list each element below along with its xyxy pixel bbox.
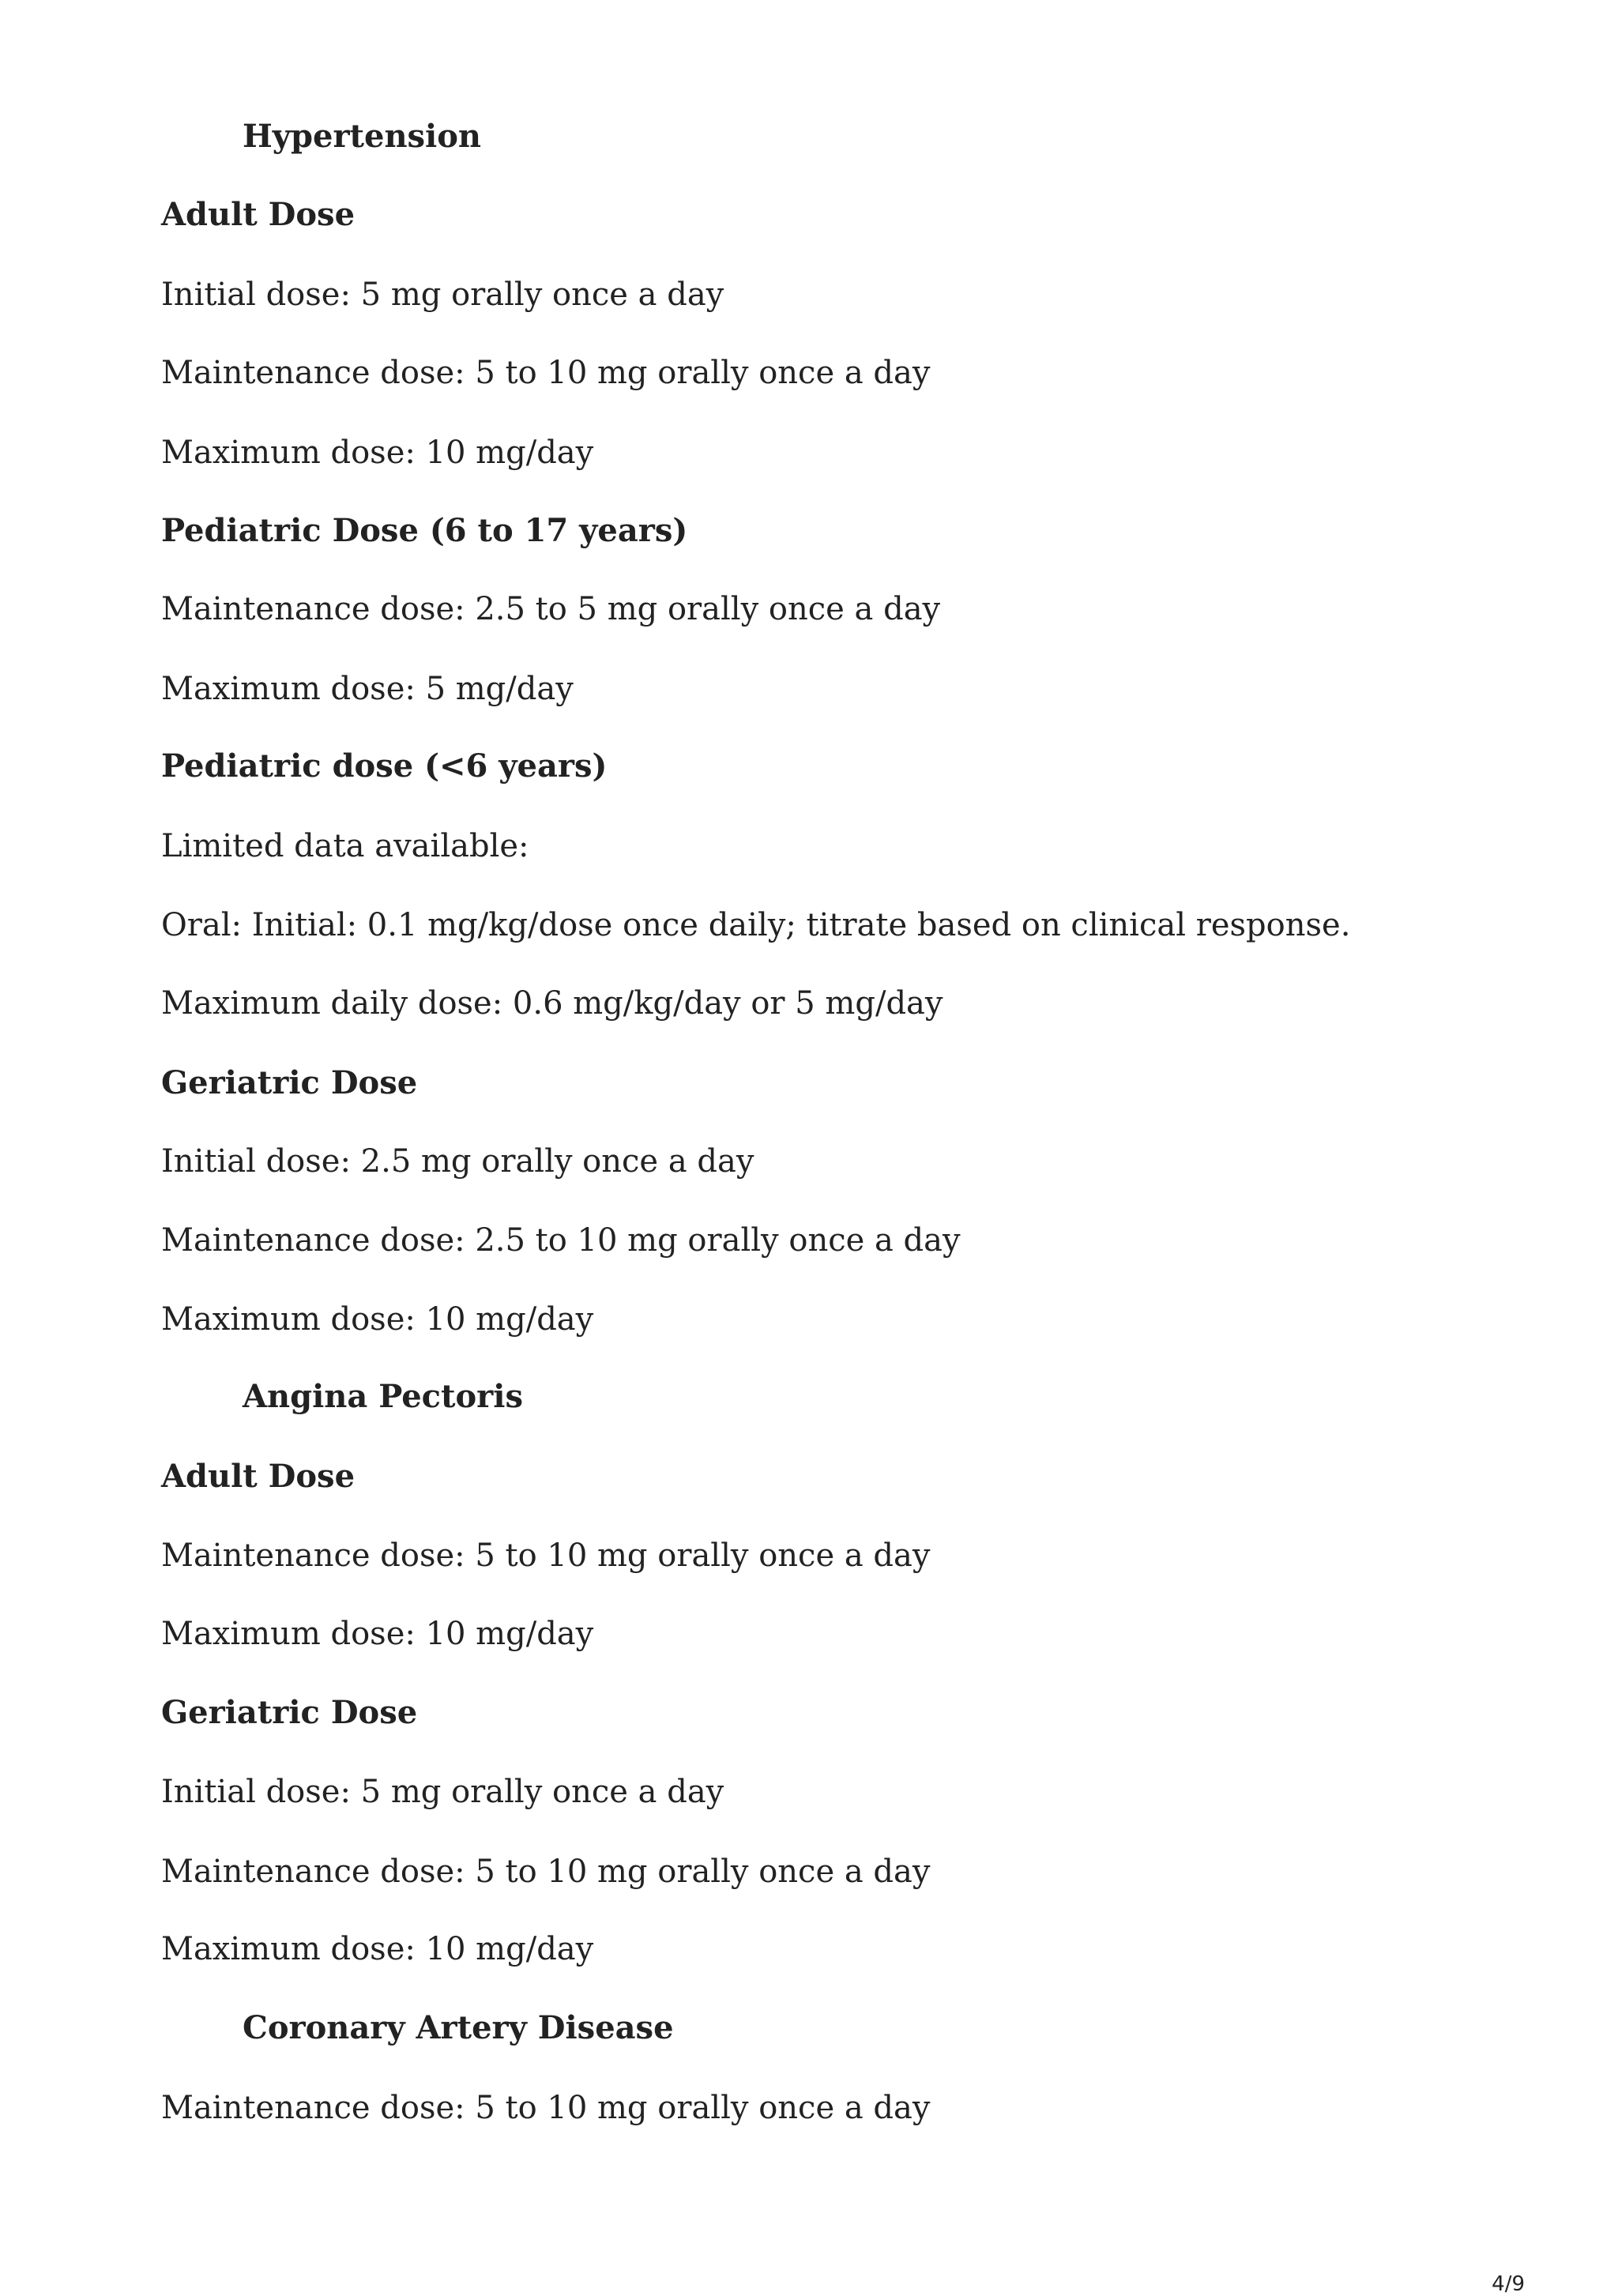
body-line: Maximum dose: 10 mg/day [161, 1301, 594, 1338]
body-line: Oral: Initial: 0.1 mg/kg/dose once daily; titrate based on clinical response. [161, 907, 1351, 943]
body-line: Limited data available: [161, 828, 529, 864]
body-line: Maintenance dose: 5 to 10 mg orally once a day [161, 1854, 931, 1890]
body-line: Maintenance dose: 5 to 10 mg orally once a day [161, 355, 931, 391]
page-number: 4/9 [1492, 2272, 1525, 2296]
body-line: Initial dose: 5 mg orally once a day [161, 277, 724, 313]
subheading-geriatric-dose: Geriatric Dose [161, 1694, 418, 1731]
subheading-geriatric-dose: Geriatric Dose [161, 1064, 418, 1101]
subheading-adult-dose: Adult Dose [161, 196, 356, 233]
subheading-pediatric-dose-under-6: Pediatric dose (<6 years) [161, 747, 608, 785]
body-line: Maximum dose: 10 mg/day [161, 435, 594, 471]
body-line: Maintenance dose: 5 to 10 mg orally once a day [161, 2090, 931, 2126]
body-line: Maximum dose: 10 mg/day [161, 1616, 594, 1652]
section-heading-hypertension: Hypertension [243, 118, 482, 155]
section-heading-angina-pectoris: Angina Pectoris [243, 1378, 523, 1415]
section-heading-coronary-artery-disease: Coronary Artery Disease [243, 2009, 674, 2046]
body-line: Initial dose: 2.5 mg orally once a day [161, 1143, 754, 1180]
body-line: Maintenance dose: 2.5 to 5 mg orally once a day [161, 591, 941, 627]
body-line: Maximum dose: 5 mg/day [161, 671, 574, 707]
body-line: Maximum daily dose: 0.6 mg/kg/day or 5 mg/day [161, 985, 943, 1022]
subheading-adult-dose: Adult Dose [161, 1458, 356, 1495]
body-line: Initial dose: 5 mg orally once a day [161, 1774, 724, 1810]
body-line: Maintenance dose: 5 to 10 mg orally once a day [161, 1538, 931, 1574]
body-line: Maintenance dose: 2.5 to 10 mg orally once a day [161, 1222, 961, 1259]
body-line: Maximum dose: 10 mg/day [161, 1931, 594, 1967]
subheading-pediatric-dose-6-17: Pediatric Dose (6 to 17 years) [161, 512, 688, 549]
